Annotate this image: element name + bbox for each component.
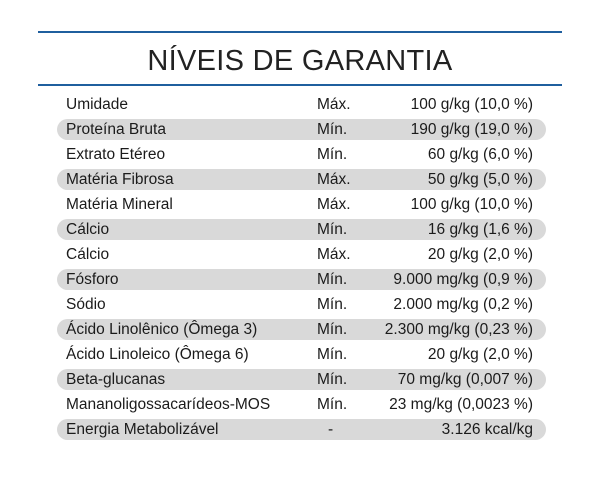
nutrient-name: Matéria Mineral [66,196,173,213]
title-divider [38,84,562,86]
nutrient-value: 2.300 mg/kg (0,23 %) [384,321,533,338]
table-row [57,94,546,115]
table-row [57,319,546,340]
nutrient-value: 190 g/kg (19,0 %) [410,121,533,138]
nutrient-value: 16 g/kg (1,6 %) [427,221,533,238]
nutrient-limit: Máx. [317,196,351,213]
top-divider [38,31,562,33]
table-row [57,419,546,440]
table-row [57,394,546,415]
nutrient-limit: Mín. [317,371,348,388]
nutrient-name: Ácido Linolênico (Ômega 3) [66,321,258,338]
table-row [57,369,546,390]
nutrient-limit: Mín. [317,296,348,313]
nutrient-name: Umidade [66,96,129,113]
nutrient-limit: Máx. [317,171,351,188]
table-row [57,144,546,165]
nutrient-limit: Mín. [317,321,348,338]
nutrient-name: Fósforo [66,271,119,288]
nutrient-limit: Mín. [317,346,348,363]
nutrient-limit: Mín. [317,146,348,163]
nutrient-value: 20 g/kg (2,0 %) [427,246,533,263]
table-row [57,119,546,140]
nutrient-value: 60 g/kg (6,0 %) [427,146,533,163]
nutrient-name: Cálcio [66,246,110,263]
nutrient-name: Sódio [66,296,106,313]
nutrient-limit: Mín. [317,271,348,288]
nutrient-name: Energia Metabolizável [66,421,219,438]
nutrient-value: 100 g/kg (10,0 %) [410,96,533,113]
nutrient-value: 50 g/kg (5,0 %) [427,171,533,188]
nutrient-name: Proteína Bruta [66,121,166,138]
nutrient-limit: Mín. [317,121,348,138]
nutrient-value: 100 g/kg (10,0 %) [410,196,533,213]
nutrient-limit: Máx. [317,96,351,113]
table-row [57,219,546,240]
nutrient-value: 3.126 kcal/kg [441,421,533,438]
table-row [57,294,546,315]
table-row [57,169,546,190]
page-title: NÍVEIS DE GARANTIA [147,45,453,77]
nutrient-name: Extrato Etéreo [66,146,166,163]
nutrient-value: 2.000 mg/kg (0,2 %) [393,296,533,313]
nutrient-value: 20 g/kg (2,0 %) [427,346,533,363]
nutrient-limit: Máx. [317,246,351,263]
nutrition-table [57,94,546,444]
table-row [57,344,546,365]
nutrient-name: Cálcio [66,221,110,238]
table-row [57,269,546,290]
nutrient-limit: - [328,421,334,438]
nutrient-name: Matéria Fibrosa [66,171,174,188]
table-row [57,194,546,215]
nutrient-name: Mananoligossacarídeos-MOS [66,396,271,413]
nutrient-value: 23 mg/kg (0,0023 %) [389,396,533,413]
table-row [57,244,546,265]
nutrient-value: 9.000 mg/kg (0,9 %) [393,271,533,288]
nutrient-name: Ácido Linoleico (Ômega 6) [66,346,249,363]
nutrient-limit: Mín. [317,396,348,413]
nutrient-limit: Mín. [317,221,348,238]
nutrient-value: 70 mg/kg (0,007 %) [397,371,533,388]
nutrient-name: Beta-glucanas [66,371,166,388]
